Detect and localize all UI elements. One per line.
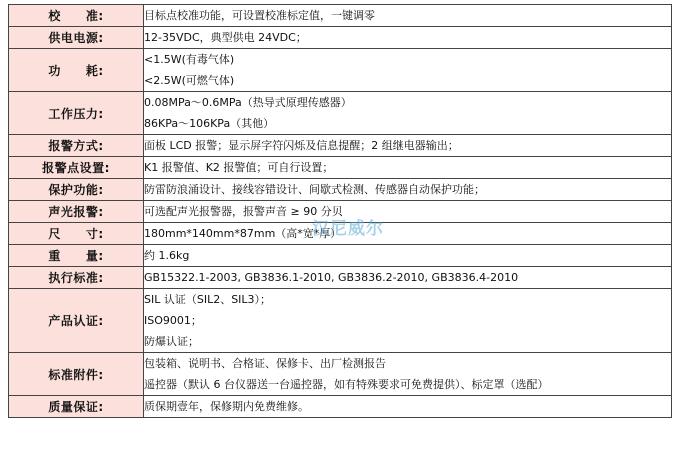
- spec-row: [9, 92, 672, 135]
- spec-value: [144, 289, 672, 353]
- spec-value: [144, 223, 672, 245]
- spec-value-line: 12-35VDC，典型供电 24VDC；: [144, 31, 307, 44]
- spec-label: 重 量:: [9, 245, 144, 267]
- spec-row: [9, 179, 672, 201]
- spec-label: 工作压力:: [9, 92, 144, 135]
- spec-label: 报警方式:: [9, 135, 144, 157]
- spec-label: 尺 寸:: [9, 223, 144, 245]
- spec-value: [144, 92, 672, 135]
- spec-row: [9, 201, 672, 223]
- spec-label: 执行标准:: [9, 267, 144, 289]
- spec-value-line: 0.08MPa～0.6MPa（热导式原理传感器）: [144, 96, 352, 109]
- spec-value-line: <2.5W(可燃气体): [144, 74, 235, 87]
- spec-value: [144, 157, 672, 179]
- spec-row: [9, 157, 672, 179]
- spec-value-line: 防爆认证；: [144, 335, 199, 348]
- spec-value: [144, 27, 672, 49]
- spec-value: [144, 267, 672, 289]
- spec-row: [9, 396, 672, 418]
- spec-value: [144, 201, 672, 223]
- spec-value-line: 约 1.6kg: [144, 249, 190, 262]
- spec-label: 标准附件:: [9, 353, 144, 396]
- spec-value-line: 面板 LCD 报警；显示屏字符闪烁及信息提醒；2 组继电器输出；: [144, 139, 459, 152]
- spec-value: [144, 353, 672, 396]
- spec-value-line: GB15322.1-2003, GB3836.1-2010, GB3836.2-2010, GB3836.4-2010: [144, 271, 519, 284]
- spec-row: [9, 267, 672, 289]
- spec-value-line: 遥控器（默认 6 台仪器送一台遥控器，如有特殊要求可免费提供）、标定罩（选配）: [144, 378, 549, 391]
- spec-label: 产品认证:: [9, 289, 144, 353]
- spec-value: [144, 135, 672, 157]
- spec-label: 功 耗:: [9, 49, 144, 92]
- spec-value-line: 防雷防浪涌设计、接线容错设计、间歇式检测、传感器自动保护功能；: [144, 183, 485, 196]
- spec-value-line: 180mm*140mm*87mm（高*宽*厚）: [144, 227, 342, 240]
- spec-value: [144, 5, 672, 27]
- spec-label: 质量保证:: [9, 396, 144, 418]
- spec-row: [9, 353, 672, 396]
- spec-value: [144, 179, 672, 201]
- spec-label: 报警点设置:: [9, 157, 144, 179]
- spec-label: 供电电源:: [9, 27, 144, 49]
- spec-value-line: 目标点校准功能，可设置校准标定值，一键调零: [144, 9, 375, 22]
- spec-value-line: <1.5W(有毒气体): [144, 53, 235, 66]
- spec-value-line: ISO9001；: [144, 314, 202, 327]
- spec-value-line: K1 报警值、K2 报警值；可自行设置；: [144, 161, 334, 174]
- spec-table-body: [9, 5, 672, 418]
- spec-value-line: 包装箱、说明书、合格证、保修卡、出厂检测报告: [144, 357, 386, 370]
- spec-value: [144, 49, 672, 92]
- spec-table: [8, 4, 672, 418]
- spec-row: [9, 5, 672, 27]
- spec-label: 保护功能:: [9, 179, 144, 201]
- spec-value: [144, 245, 672, 267]
- spec-value-line: 质保期壹年，保修期内免费维修。: [144, 400, 309, 413]
- spec-value: [144, 396, 672, 418]
- spec-label: 校 准:: [9, 5, 144, 27]
- spec-row: [9, 49, 672, 92]
- spec-label: 声光报警:: [9, 201, 144, 223]
- spec-value-line: 86KPa～106KPa（其他）: [144, 117, 275, 130]
- watermark-logo: 汉尼威尔: [312, 219, 384, 239]
- spec-row: [9, 245, 672, 267]
- spec-row: [9, 135, 672, 157]
- spec-row: [9, 223, 672, 245]
- spec-row: [9, 27, 672, 49]
- spec-row: [9, 289, 672, 353]
- spec-value-line: 可选配声光报警器，报警声音 ≥ 90 分贝: [144, 205, 343, 218]
- spec-value-line: SIL 认证（SIL2、SIL3）；: [144, 293, 272, 306]
